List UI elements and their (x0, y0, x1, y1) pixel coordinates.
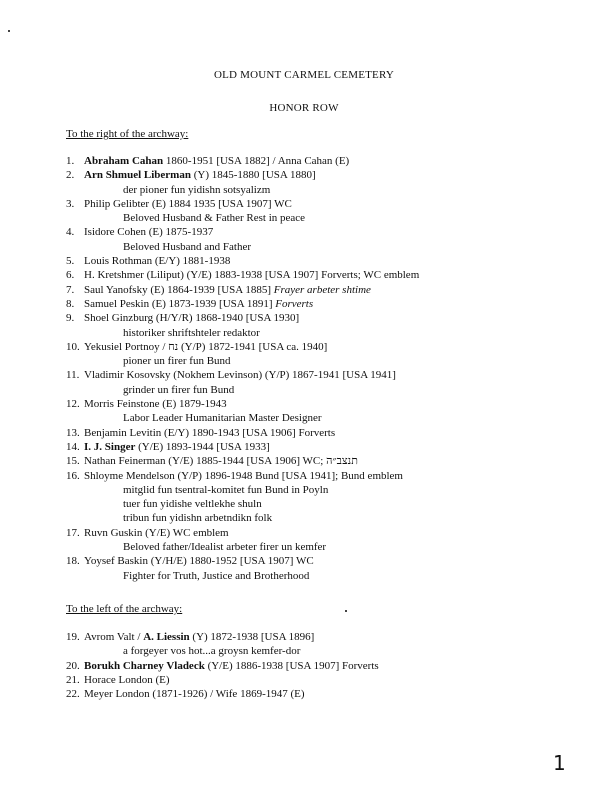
entry-details: Meyer London (1871-1926) / Wife 1869-1947 (E) (84, 688, 305, 701)
list-item (66, 398, 586, 412)
epitaph-line: historiker shriftshteler redaktor (123, 326, 260, 339)
publication-title: Frayer arbeter shtime (273, 283, 371, 296)
entry-details: Shoel Ginzburg (H/Y/R) 1868-1940 [USA 1930] (84, 312, 300, 325)
entry-number: 6. (66, 269, 75, 282)
entry-name: Arn Shmuel Liberman (84, 169, 191, 182)
entry-number: 14. (66, 440, 80, 453)
list-item (66, 369, 586, 383)
list-item (66, 631, 586, 645)
list-item (66, 341, 586, 355)
list-item (66, 298, 586, 312)
epitaph-line: grinder un firer fun Bund (123, 383, 235, 396)
entry-details: (Y/E) 1893-1944 [USA 1933] (135, 440, 270, 453)
entry-details: (Y) 1845-1880 [USA 1880] (190, 169, 316, 182)
entry-number: 18. (66, 555, 80, 568)
epitaph-line: Beloved father/Idealist arbeter firer un kemfer (123, 541, 327, 554)
entry-number: 17. (66, 526, 80, 539)
list-item (66, 269, 586, 283)
right-entry-list (66, 155, 586, 584)
entry-number: 15. (66, 455, 80, 468)
entry-name: Borukh Charney Vladeck (84, 659, 205, 672)
entry-details: Philip Gelibter (E) 1884 1935 [USA 1907] WC (84, 197, 292, 210)
epitaph-line: der pioner fun yidishn sotsyalizm (123, 183, 271, 196)
entry-name: I. J. Singer (84, 440, 136, 453)
entry-details: Yoysef Baskin (Y/H/E) 1880-1952 [USA 1907] WC (84, 555, 314, 568)
entry-number: 13. (66, 426, 80, 439)
entry-number: 8. (66, 297, 75, 310)
entry-number: 1. (66, 155, 75, 167)
list-item (66, 441, 586, 455)
entry-details: Louis Rothman (E/Y) 1881-1938 (84, 255, 231, 268)
entry-details: Samuel Peskin (E) 1873-1939 [USA 1891] (84, 297, 276, 310)
entry-details: Morris Feinstone (E) 1879-1943 (84, 398, 227, 411)
entry-number: 4. (66, 226, 75, 239)
entry-details: Avrom Valt / (84, 631, 144, 643)
entry-number: 3. (66, 197, 75, 210)
entry-number: 22. (66, 688, 80, 701)
epitaph-line: Labor Leader Humanitarian Master Designer (123, 412, 322, 425)
entry-number: 21. (66, 673, 80, 686)
epitaph-line: tuer fun yidishe veltlekhe shuln (123, 498, 262, 511)
epitaph-line: Fighter for Truth, Justice and Brotherhood (123, 569, 310, 582)
entry-details: Isidore Cohen (E) 1875-1937 (84, 226, 214, 239)
list-item (66, 527, 586, 541)
entry-number: 10. (66, 340, 80, 353)
entry-details: Saul Yanofsky (E) 1864-1939 [USA 1885] (84, 283, 274, 296)
epitaph-line: Beloved Husband and Father (123, 240, 251, 253)
document-subtitle: HONOR ROW (269, 102, 339, 114)
entry-details: Shloyme Mendelson (Y/P) 1896-1948 Bund [USA 1941]; Bund emblem (84, 469, 403, 482)
entry-number: 11. (66, 369, 80, 382)
entry-details: (Y/E) 1886-1938 [USA 1907] Forverts (204, 659, 379, 672)
scan-speck (8, 30, 10, 32)
entry-number: 5. (66, 255, 75, 268)
list-item (66, 312, 586, 326)
left-section-heading: To the left of the archway: (66, 603, 183, 615)
epitaph-line: mitglid fun tsentral-komitet fun Bund in Poyln (123, 483, 329, 496)
list-item (66, 660, 586, 674)
list-item (66, 169, 586, 183)
epitaph-line: Beloved Husband & Father Rest in peace (123, 212, 306, 225)
entry-number: 12. (66, 398, 80, 411)
entry-number: 16. (66, 469, 80, 482)
entry-number: 20. (66, 659, 80, 672)
entry-name: A. Liessin (143, 631, 190, 643)
entry-number: 19. (66, 631, 80, 643)
publication-title: Forverts (275, 297, 314, 310)
entry-name: Abraham Cahan (84, 155, 164, 167)
list-item (66, 226, 586, 240)
scan-speck (345, 610, 347, 612)
entry-details: Benjamin Levitin (E/Y) 1890-1943 [USA 1906] Forverts (84, 426, 336, 439)
entry-details: H. Kretshmer (Liliput) (Y/E) 1883-1938 [USA 1907] Forverts; WC emblem (84, 269, 420, 282)
entry-number: 9. (66, 312, 75, 325)
entry-number: 2. (66, 169, 75, 182)
left-entry-list (66, 631, 586, 702)
list-item (66, 555, 586, 569)
list-item (66, 470, 586, 484)
entry-details: Horace London (E) (84, 673, 170, 686)
entry-details: 1860-1951 [USA 1882] / Anna Cahan (E) (163, 155, 350, 167)
list-item (66, 255, 586, 269)
list-item (66, 688, 586, 702)
list-item (66, 155, 586, 169)
epitaph-line: tribun fun yidishn arbetndikn folk (123, 512, 273, 525)
list-item (66, 198, 586, 212)
list-item (66, 455, 586, 469)
document-title: OLD MOUNT CARMEL CEMETERY (213, 69, 395, 81)
entry-number: 7. (66, 283, 75, 296)
list-item (66, 427, 586, 441)
entry-details: Yekusiel Portnoy / נח (Y/P) 1872-1941 [USA ca. 1940] (84, 340, 328, 353)
entry-details: Vladimir Kosovsky (Nokhem Levinson) (Y/P) 1867-1941 [USA 1941] (84, 369, 396, 382)
page-number: 1 (553, 751, 566, 775)
entry-details: (Y) 1872-1938 [USA 1896] (189, 631, 315, 643)
entry-details: Nathan Feinerman (Y/E) 1885-1944 [USA 1906] WC; תנצב״ה (84, 455, 358, 468)
entry-details: Ruvn Guskin (Y/E) WC emblem (84, 526, 229, 539)
list-item (66, 674, 586, 688)
right-section-heading: To the right of the archway: (66, 128, 189, 140)
epitaph-line: pioner un firer fun Bund (123, 355, 231, 368)
list-item (66, 284, 586, 298)
epitaph-line: a forgeyer vos hot...a groysn kemfer-dor (123, 645, 301, 658)
